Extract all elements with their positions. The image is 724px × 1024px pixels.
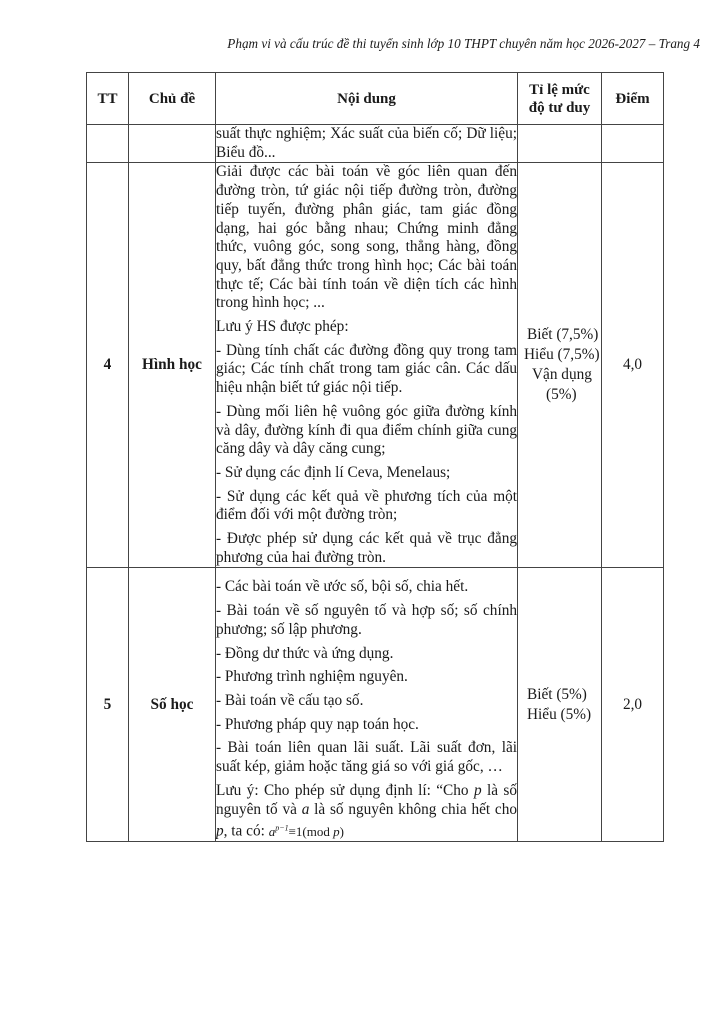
row-content [216,125,518,163]
col-header-topic: Chủ đề [129,73,216,125]
row-score: 4,0 [602,163,664,568]
row-score [602,125,664,163]
content-paragraph: - Các bài toán về ước số, bội số, chia hết. [216,578,469,596]
content-paragraph: - Phương pháp quy nạp toán học. [216,715,419,733]
note-text: là số nguyên không chia hết cho [309,800,518,818]
row-topic [129,125,216,163]
content-paragraph: - Được phép sử dụng các kết quả về trục đẳng phương của hai đường tròn. [216,530,517,566]
row-topic: Số học [129,568,216,842]
row-level [518,163,602,568]
variable-a: a [301,800,310,818]
formula-close: ) [339,823,344,839]
formula-base: a [268,823,276,839]
row-tt: 4 [87,163,129,568]
level-item: Vận dụng [532,366,592,384]
row-content [216,568,518,842]
formula-modulus: p [333,823,340,839]
note-text: Lưu ý: Cho phép sử dụng định lí: “Cho [216,781,474,799]
row-tt: 5 [87,568,129,842]
table-row [87,568,664,842]
content-paragraph: - Phương trình nghiệm nguyên. [216,668,408,686]
content-paragraph: - Sử dụng các định lí Ceva, Menelaus; [216,463,451,481]
col-header-tt: TT [87,73,129,125]
col-header-level-line2: độ tư duy [528,99,591,116]
table-row [87,125,664,163]
row-score: 2,0 [602,568,664,842]
table-header-row [87,73,664,125]
content-paragraph: - Đồng dư thức và ứng dụng. [216,644,394,662]
col-header-level-line1: Tỉ lệ mức [529,81,590,98]
variable-p: p [473,781,482,799]
col-header-score: Điểm [602,73,664,125]
row-content [216,163,518,568]
row-tt [87,125,129,163]
fermat-formula [269,824,344,839]
formula-exponent: p−1 [275,823,289,833]
theorem-note [216,782,517,841]
row-topic: Hình học [129,163,216,568]
content-paragraph: - Bài toán về số nguyên tố và hợp số; số chính phương; số lập phương. [216,602,517,638]
formula-congruence: ≡1(mod [288,823,334,839]
level-item: Hiểu (7,5%) [524,346,600,364]
note-text: là số nguyên tố và [216,781,517,818]
col-header-content: Nội dung [216,73,518,125]
level-item: Biết (5%) [527,685,587,703]
page-header: Phạm vi và cấu trúc đề thi tuyển sinh lớp 10 THPT chuyên năm học 2026-2027 – Trang 4 [227,36,700,51]
level-item: Biết (7,5%) [527,326,599,344]
row-level [518,568,602,842]
content-paragraph: - Dùng mối liên hệ vuông góc giữa đường kính và dây, đường kính đi qua điểm chính giữa cung căng dây và dây căng cung; [216,402,517,458]
content-paragraph: - Sử dụng các kết quả về phương tích của một điểm đối với một đường tròn; [216,487,517,524]
variable-p: p [216,822,224,840]
content-paragraph: - Dùng tính chất các đường đồng quy trong tam giác; Các tính chất trong tam giác cân. Các dấu hiệu nhận biết tứ giác nội tiếp. [216,341,517,397]
level-item: Hiểu (5%) [527,705,592,723]
content-paragraph: Lưu ý HS được phép: [216,318,349,336]
content-paragraph: Giải được các bài toán về góc liên quan đến đường tròn, tứ giác nội tiếp đường tròn, đường tiếp tuyến, đường phân giác, tam giác đồng dạng, hai góc bằng nhau; Chứng minh đẳng thức, vuông góc, song song, thẳng hàng, đồng quy, bất đẳng thức trong hình học; Các bài toán thực tế; Các bài tính toán về diện tích các hình trong hình học; ... [216,163,517,312]
level-item: (5%) [546,386,577,404]
content-paragraph: - Bài toán liên quan lãi suất. Lãi suất đơn, lãi suất kép, giảm hoặc tăng giá so với giá gốc, … [216,739,517,776]
note-text: , ta có: [223,822,269,840]
row-level [518,125,602,163]
content-paragraph: - Bài toán về cấu tạo số. [216,691,364,709]
table-row [87,163,664,568]
exam-structure-table [86,72,664,842]
col-header-level [518,73,602,125]
content-paragraph: suất thực nghiệm; Xác suất của biến cố; Dữ liệu; Biểu đồ... [216,125,517,161]
